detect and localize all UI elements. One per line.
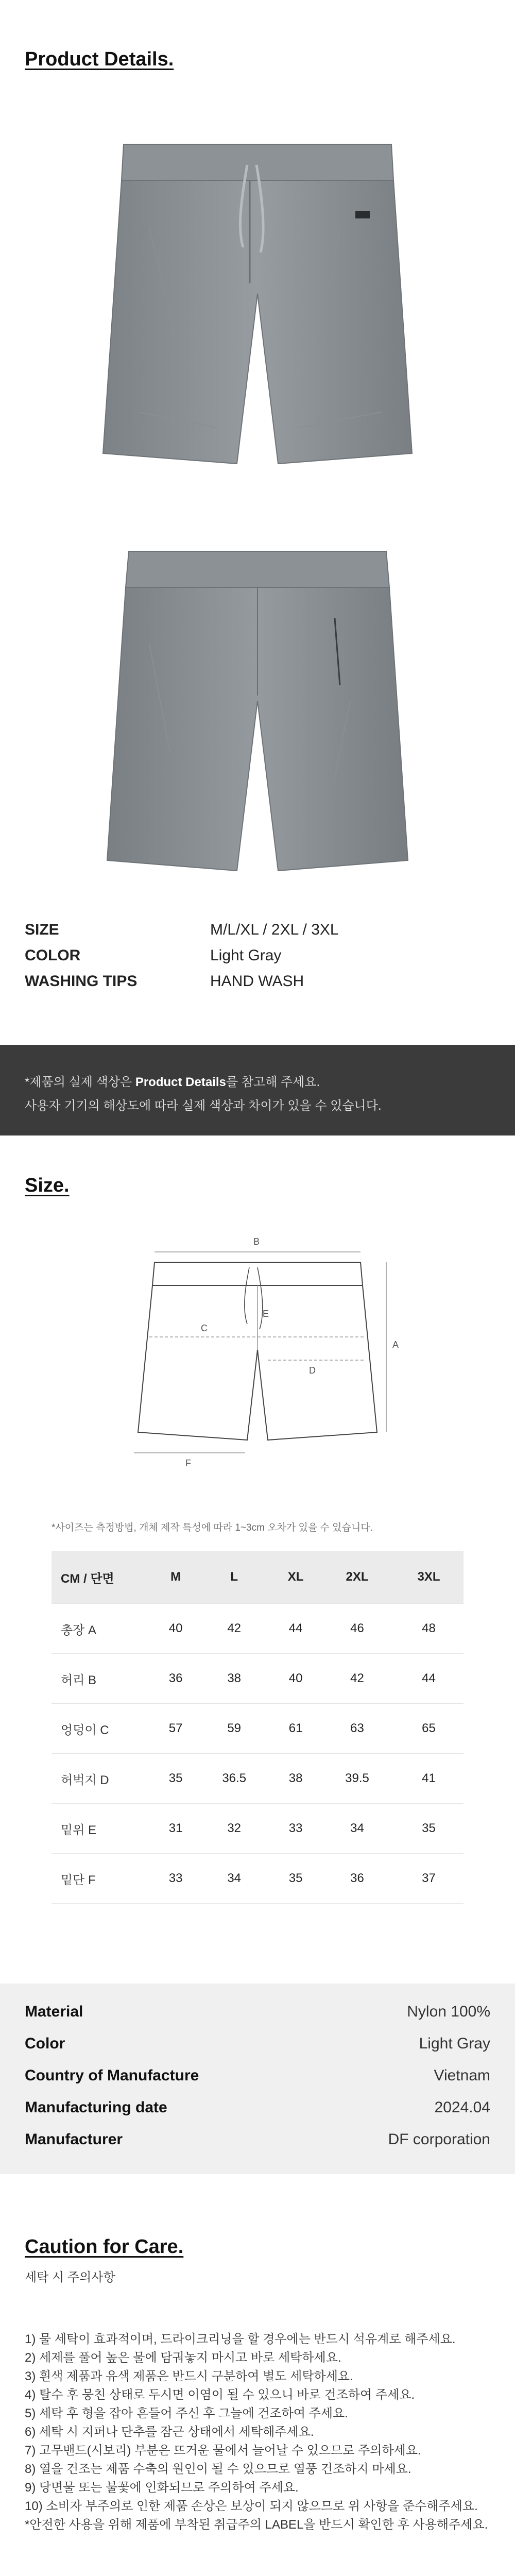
caution-line: 6) 세탁 시 지퍼나 단추를 잠근 상태에서 세탁해주세요.	[25, 2425, 314, 2439]
info-value: Nylon 100%	[407, 2003, 490, 2020]
row-label: 허리 B	[52, 1654, 154, 1704]
info-value: Light Gray	[419, 2035, 490, 2052]
caution-subtitle: 세탁 시 주의사항	[25, 2270, 115, 2284]
diagram-label-f: F	[185, 1458, 191, 1468]
diagram-label-b: B	[253, 1236, 260, 1247]
table-cell: 44	[271, 1604, 320, 1654]
spec-key: COLOR	[25, 947, 81, 964]
info-row-date	[25, 2099, 490, 2125]
size-table-wrap	[0, 1551, 515, 1901]
table-cell: 33	[154, 1854, 197, 1904]
info-key: Material	[25, 2003, 83, 2020]
table-cell: 35	[271, 1854, 320, 1904]
size-diagram	[93, 1236, 422, 1479]
color-notice-line-2: 사용자 기기의 해상도에 따라 실제 색상과 차이가 있을 수 있습니다.	[25, 1099, 382, 1113]
product-info-box	[0, 1984, 515, 2174]
table-cell: 57	[154, 1704, 197, 1754]
spec-key: SIZE	[25, 921, 59, 938]
shorts-back-photo	[93, 531, 422, 902]
table-cell: 31	[154, 1804, 197, 1854]
table-cell: 35	[154, 1754, 197, 1804]
info-key: Country of Manufacture	[25, 2067, 199, 2084]
row-label: 엉덩이 C	[52, 1704, 154, 1754]
color-notice-banner	[0, 1045, 515, 1136]
row-label: 총장 A	[52, 1604, 154, 1654]
color-notice-line-1: *제품의 실제 색상은 Product Details를 참고해 주세요.	[25, 1075, 320, 1089]
table-cell: 40	[154, 1604, 197, 1654]
table-row	[52, 1804, 464, 1854]
table-header-cell: XL	[271, 1551, 320, 1604]
table-header-cell: 3XL	[394, 1551, 464, 1604]
caution-line: 1) 물 세탁이 효과적이며, 드라이크리닝을 할 경우에는 반드시 석유계로 해주세요.	[25, 2332, 456, 2346]
info-row-manufacturer	[25, 2131, 490, 2157]
table-cell: 65	[394, 1704, 464, 1754]
info-value: DF corporation	[388, 2131, 490, 2148]
diagram-label-d: D	[309, 1365, 316, 1376]
table-cell: 61	[271, 1704, 320, 1754]
table-cell: 35	[394, 1804, 464, 1854]
caution-line: *안전한 사용을 위해 제품에 부착된 취급주의 LABEL을 반드시 확인한 후 사용해주세요.	[25, 2518, 488, 2532]
table-header-cell: M	[154, 1551, 197, 1604]
table-row	[52, 1704, 464, 1754]
table-row	[52, 1854, 464, 1904]
product-details-title: Product Details.	[25, 48, 174, 70]
info-row-country	[25, 2067, 490, 2093]
table-cell: 48	[394, 1604, 464, 1654]
caution-line: 10) 소비자 부주의로 인한 제품 손상은 보상이 되지 않으므로 위 사항을 준수해주세요.	[25, 2499, 478, 2513]
info-key: Manufacturer	[25, 2131, 123, 2148]
spec-value: Light Gray	[210, 947, 282, 964]
size-title: Size.	[25, 1175, 70, 1196]
table-cell: 42	[197, 1604, 271, 1654]
table-cell: 32	[197, 1804, 271, 1854]
size-table	[52, 1551, 464, 1904]
row-label: 밑단 F	[52, 1854, 154, 1904]
table-cell: 59	[197, 1704, 271, 1754]
shorts-front-photo	[93, 124, 422, 495]
spec-value: M/L/XL / 2XL / 3XL	[210, 921, 339, 938]
info-row-color	[25, 2035, 490, 2061]
table-cell: 36.5	[197, 1754, 271, 1804]
table-cell: 38	[197, 1654, 271, 1704]
info-key: Color	[25, 2035, 65, 2052]
spec-row-size	[25, 921, 490, 942]
caution-line: 8) 열을 건조는 제품 수축의 원인이 될 수 있으므로 열풍 건조하지 마세요.	[25, 2462, 411, 2476]
row-label: 밑위 E	[52, 1804, 154, 1854]
table-cell: 33	[271, 1804, 320, 1854]
table-cell: 63	[320, 1704, 394, 1754]
spec-row-washing	[25, 973, 490, 993]
info-key: Manufacturing date	[25, 2099, 167, 2116]
table-row	[52, 1654, 464, 1704]
table-row	[52, 1604, 464, 1654]
table-row	[52, 1754, 464, 1804]
caution-line: 5) 세탁 후 형을 잡아 흔들어 주신 후 그늘에 건조하여 주세요.	[25, 2406, 348, 2420]
table-header-row	[52, 1551, 464, 1604]
caution-line: 3) 흰색 제품과 유색 제품은 반드시 구분하여 별도 세탁하세요.	[25, 2369, 353, 2383]
spec-row-color	[25, 947, 490, 968]
table-header-cell: L	[197, 1551, 271, 1604]
table-cell: 37	[394, 1854, 464, 1904]
info-row-material	[25, 2003, 490, 2029]
table-cell: 36	[320, 1854, 394, 1904]
table-cell: 34	[320, 1804, 394, 1854]
table-cell: 44	[394, 1654, 464, 1704]
table-cell: 34	[197, 1854, 271, 1904]
table-cell: 42	[320, 1654, 394, 1704]
table-cell: 40	[271, 1654, 320, 1704]
caution-title: Caution for Care.	[25, 2236, 184, 2258]
measure-note: *사이즈는 측정방법, 개체 제작 특성에 따라 1~3cm 오차가 있을 수 있습니다.	[52, 1522, 373, 1533]
table-cell: 39.5	[320, 1754, 394, 1804]
info-value: Vietnam	[434, 2067, 490, 2084]
diagram-label-e: E	[263, 1309, 269, 1319]
spec-value: HAND WASH	[210, 973, 304, 990]
diagram-label-c: C	[201, 1323, 208, 1333]
table-cell: 38	[271, 1754, 320, 1804]
table-header-cell: 2XL	[320, 1551, 394, 1604]
caution-line: 4) 탈수 후 뭉친 상태로 두시면 이염이 될 수 있으니 바로 건조하여 주세요.	[25, 2388, 415, 2402]
diagram-label-a: A	[392, 1340, 399, 1350]
spec-key: WASHING TIPS	[25, 973, 138, 990]
table-cell: 36	[154, 1654, 197, 1704]
info-value: 2024.04	[434, 2099, 490, 2116]
caution-line: 2) 세제를 풀어 높은 물에 담궈놓지 마시고 바로 세탁하세요.	[25, 2351, 341, 2365]
caution-line: 9) 당면물 또는 불꽃에 인화되므로 주의하여 주세요.	[25, 2481, 299, 2495]
caution-line: 7) 고무밴드(시보리) 부분은 뜨거운 물에서 늘어날 수 있으므로 주의하세요.	[25, 2444, 421, 2458]
row-label: 허벅지 D	[52, 1754, 154, 1804]
table-cell: 41	[394, 1754, 464, 1804]
table-header-cell: CM / 단면	[52, 1551, 154, 1604]
table-cell: 46	[320, 1604, 394, 1654]
